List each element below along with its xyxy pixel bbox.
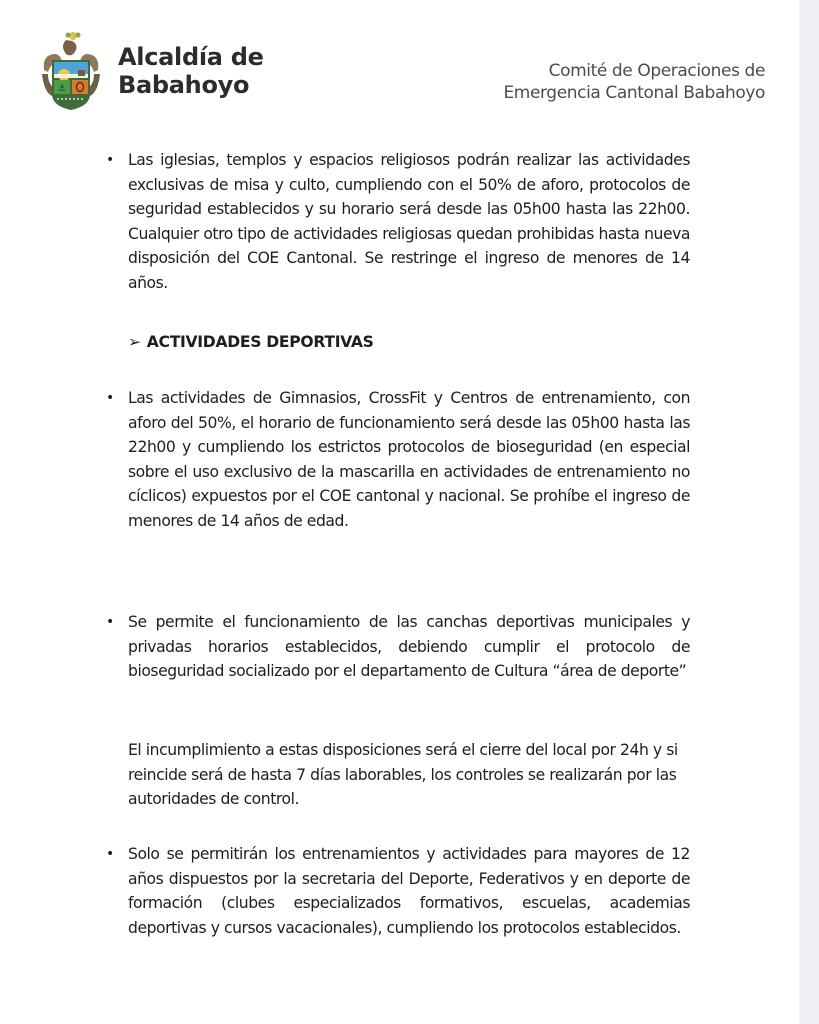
list-item-text: Se permite el funcionamiento de las canchas deportivas municipales y privadas horarios establecidos, debiendo cumplir el protocolo de bioseguridad socializado por el departamento de Cultura “área de deporte” (128, 613, 690, 681)
org-name-line2: Babahoyo (118, 71, 250, 99)
committee-name (503, 60, 765, 104)
list-item-gyms (106, 386, 690, 534)
header-logo-block (40, 30, 264, 112)
document-body (106, 148, 690, 937)
section-heading-sports (110, 330, 374, 355)
arrow-bullet-icon: ➢ (128, 333, 141, 351)
list-item-text: Las iglesias, templos y espacios religiosos podrán realizar las actividades exclusivas de misa y culto, cumpliendo con el 50% de aforo, protocolos de seguridad establecidos y su horario será desde las 05h00 hasta las 22h00. Cualquier otro tipo de actividades religiosas quedan prohibidas hasta nueva disposición del COE Cantonal. Se restringe el ingreso de menores de 14 años. (128, 151, 690, 292)
municipal-crest-icon (40, 30, 102, 112)
committee-line1: Comité de Operaciones de (548, 61, 765, 81)
bullet-icon: • (106, 152, 114, 168)
penalty-paragraph: El incumplimiento a estas disposiciones será el cierre del local por 24h y si reincide será de hasta 7 días laborables, los controles se realizarán por las autoridades de control. (128, 741, 678, 809)
list-item-text: Las actividades de Gimnasios, CrossFit y Centros de entrenamiento, con aforo del 50%, el horario de funcionamiento será desde las 05h00 hasta las 22h00 y cumpliendo los estrictos protocolos de bioseguridad (en especial sobre el uso exclusivo de la mascarilla en actividades de entrenamiento no cíclicos) expuestos por el COE cantonal y nacional. Se prohíbe el ingreso de menores de 14 años de edad. (128, 389, 690, 530)
bullet-icon: • (106, 614, 114, 630)
org-name-line1: Alcaldía de (118, 43, 264, 71)
side-margin-strip (799, 0, 819, 1024)
org-name (118, 43, 264, 99)
bullet-icon: • (106, 390, 114, 406)
bullet-icon: • (106, 846, 114, 862)
list-item-religious-activities (106, 148, 690, 296)
section-heading-text: ACTIVIDADES DEPORTIVAS (146, 333, 374, 351)
committee-line2: Emergencia Cantonal Babahoyo (503, 83, 765, 103)
list-item-text: Solo se permitirán los entrenamientos y actividades para mayores de 12 años dispuestos por la secretaria del Deporte, Federativos y en deporte de formación (clubes especializados formativos, escuelas, academias deportivas y cursos vacacionales), cumpliendo los protocolos establecidos. (128, 845, 690, 937)
list-item-sports-courts (106, 610, 690, 684)
svg-text:⚓: ⚓ (57, 84, 67, 94)
list-item-training (106, 842, 690, 940)
